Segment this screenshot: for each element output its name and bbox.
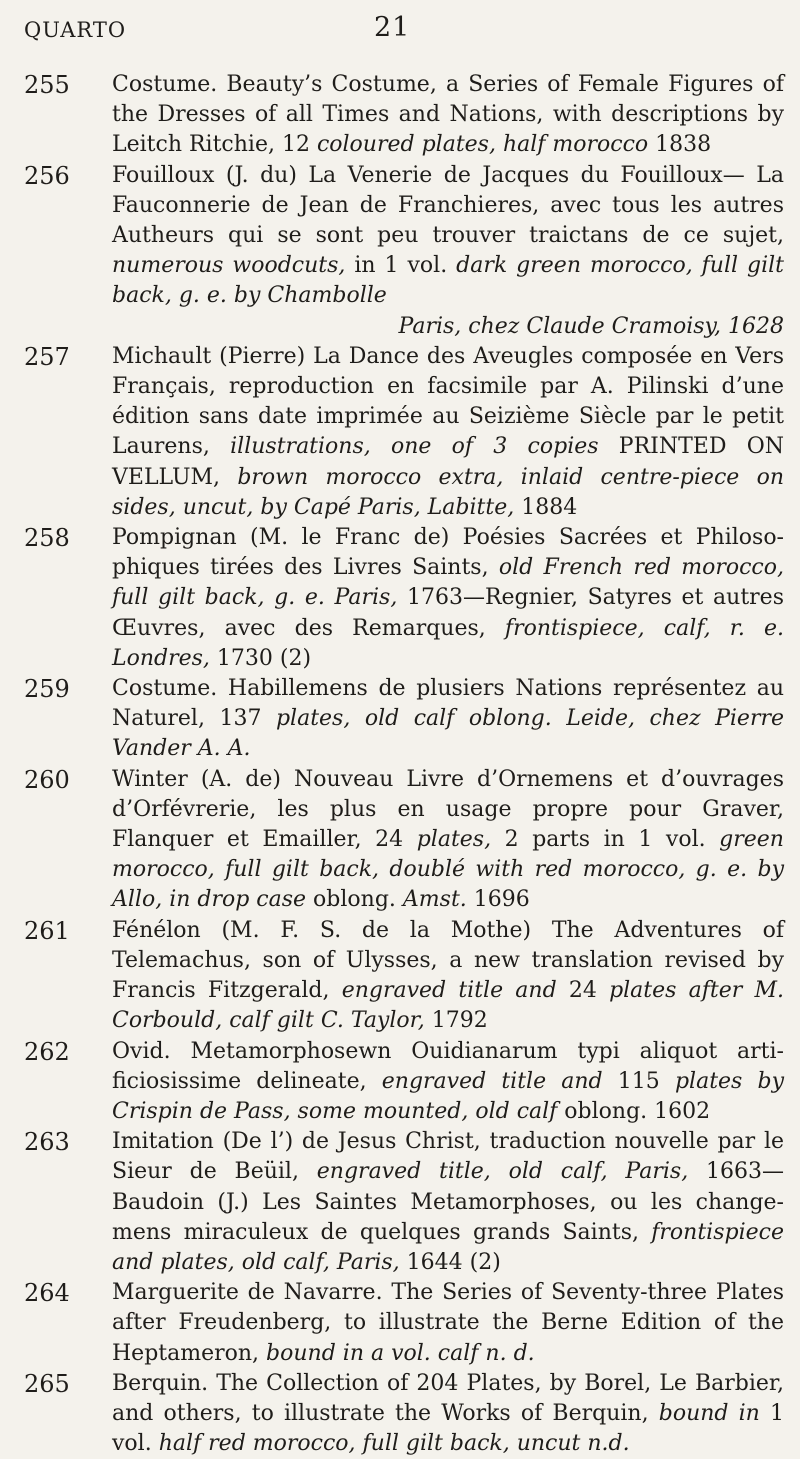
lot-description (112, 674, 784, 765)
italic-text: plates, old calf (275, 706, 455, 732)
italic-text: plates after M. Corbould, calf gilt (112, 978, 784, 1034)
roman-text (351, 495, 358, 520)
lot-entry (24, 70, 784, 161)
lot-number: 257 (24, 342, 70, 371)
roman-text: Costume. Habillemens de plusiers Nations représentez au Naturel, 137 (112, 676, 784, 732)
lot-description (112, 765, 784, 916)
lot-number: 263 (24, 1128, 70, 1157)
roman-text: Pompignan (M. le Franc de) Poésies Sacrées et Philoso- phiques tirées des Livres Saints, (112, 525, 784, 581)
roman-text: 2 parts in 1 vol. (491, 827, 720, 853)
roman-text: Costume. Beauty’s Costume, a Series of Female Figures of the Dresses of all Times and Nations, with descriptions by Leitch Ritchie, 12 (112, 72, 784, 158)
roman-text: 115 (602, 1068, 675, 1094)
roman-text: Winter (A. de) Nouveau Livre d’Ornemens et d’ouvrages d’Orfévrerie, les plus en usage propre pour Graver, Flanquer et Emailler, 24 (112, 766, 784, 853)
roman-text: 1763—Regnier, Satyres et autres Œuvres, avec des Remarques, (112, 585, 784, 641)
lot-entry (24, 342, 784, 523)
italic-text: numerous woodcuts, (112, 253, 346, 279)
roman-text: 1838 (648, 132, 712, 158)
roman-text: oblong. 1602 (557, 1098, 711, 1124)
roman-text (454, 706, 469, 731)
italic-text: half red morocco, full gilt back, uncut n.d. (158, 1431, 630, 1457)
roman-text: in 1 vol. (345, 253, 457, 279)
italic-text: oblong. Leide, chez Pierre Vander A. A. (112, 706, 784, 762)
page-header (24, 12, 776, 52)
lot-description (112, 916, 784, 1037)
italic-text: old French red morocco, full gilt back, g. e. Paris, (112, 555, 784, 611)
imprint: Paris, chez Claude Cramoisy, 1628 (398, 313, 784, 339)
lot-number: 260 (24, 765, 70, 794)
italic-text: brown morocco extra, inlaid centre-piece on sides, uncut, by Capé (112, 464, 784, 520)
section-title: QUARTO (24, 18, 127, 42)
roman-text: Michault (Pierre) La Dance des Aveugles composée en Vers Français, reproduction en facsimile par A. Pilinski d’une édition sans date imprimée au Seizième Siècle par le petit Laurens, (112, 343, 784, 460)
lot-entry (24, 1278, 784, 1369)
italic-text: bound in (658, 1400, 760, 1426)
lot-number: 261 (24, 916, 70, 945)
lot-description (112, 1369, 784, 1459)
italic-text: coloured plates, half morocco (316, 132, 649, 158)
italic-text: dark green morocco, full gilt back, g. e. by Chambolle (112, 253, 784, 309)
roman-text: Fénélon (M. F. S. de la Mothe) The Adventures of Telemachus, son of Ulysses, a new translation revised by Francis Fitzgerald, (112, 917, 784, 1004)
roman-text: 1644 (2) (399, 1249, 501, 1275)
lot-number: 264 (24, 1279, 70, 1308)
roman-text: 1 vol. (112, 1400, 784, 1457)
lot-description (112, 1278, 784, 1369)
italic-text: bound in a vol. calf (266, 1340, 479, 1366)
lot-entry (24, 523, 784, 674)
lot-entry (24, 765, 784, 916)
lot-description (112, 70, 784, 161)
lot-entry (24, 674, 784, 765)
roman-text: Imitation (De l’) de Jesus Christ, traduction nouvelle par le Sieur de Beüil, (112, 1129, 784, 1185)
roman-text: 1730 (2) (209, 645, 312, 671)
roman-text: 1663— Baudoin (J.) Les Saintes Metamorphoses, ou les change- mens miraculeux de quelques grands Saints, (112, 1159, 784, 1245)
lot-number: 265 (24, 1369, 70, 1398)
italic-text: frontispiece and plates, old calf, Paris, (112, 1219, 784, 1275)
roman-text: 1884 (514, 494, 578, 520)
roman-text: Marguerite de Navarre. The Series of Seventy-three Plates after Freudenberg, to illustrate the Berne Edition of the Heptameron, (112, 1280, 784, 1366)
italic-text: C. Taylor, (320, 1008, 425, 1034)
lot-entry (24, 916, 784, 1037)
lot-entry (24, 1127, 784, 1278)
italic-text: Amst. (402, 887, 467, 913)
lot-entry (24, 1369, 784, 1459)
lot-description (112, 1127, 784, 1278)
roman-text: oblong. (306, 887, 403, 913)
roman-text: 1792 (424, 1008, 488, 1034)
roman-text: 1696 (466, 887, 530, 913)
lot-number: 259 (24, 675, 70, 704)
italic-text: frontispiece, calf, r. e. Londres, (112, 615, 784, 671)
lot-number: 255 (24, 71, 70, 99)
italic-text: engraved title and (341, 978, 557, 1004)
italic-text: Paris, Labitte, (357, 494, 515, 520)
lot-description (112, 342, 784, 523)
italic-text: green morocco, full gilt back, doublé with red morocco, g. e. by Allo, in drop case (112, 827, 784, 913)
italic-text: n. d. (485, 1340, 535, 1366)
lot-number: 258 (24, 524, 70, 553)
page-number: 21 (374, 12, 411, 43)
roman-text: Ovid. Metamorphosewn Ouidianarum typi aliquot arti- ficiosissime delineate, (112, 1038, 784, 1094)
italic-text: engraved title and (381, 1068, 603, 1094)
italic-text: plates, (416, 827, 492, 853)
italic-text: illustrations, one of 3 copies (230, 434, 599, 460)
lot-entry (24, 161, 784, 342)
italic-text: plates by Crispin de Pass, some mounted, old calf (112, 1068, 785, 1124)
lot-description (112, 523, 784, 674)
roman-text: Fouilloux (J. du) La Venerie de Jacques du Fouilloux— La Fauconnerie de Jean de Franchieres, avec tous les autres Autheurs qui se sont peu trouver traictans de ce sujet, (112, 162, 784, 249)
roman-text: 24 (556, 978, 610, 1004)
lot-number: 256 (24, 161, 70, 190)
lot-description (112, 161, 784, 342)
lot-number: 262 (24, 1037, 70, 1066)
roman-text (314, 1008, 321, 1033)
italic-text: engraved title, old calf, Paris, (316, 1159, 689, 1185)
roman-text: Berquin. The Collection of 204 Plates, by Borel, Le Barbier, and others, to illustrate the Works of Berquin, (112, 1370, 784, 1426)
lot-description (112, 1037, 784, 1128)
roman-text: PRINTED ON VELLUM, (112, 434, 784, 490)
lot-entry (24, 1037, 784, 1128)
lot-list (24, 70, 784, 1459)
